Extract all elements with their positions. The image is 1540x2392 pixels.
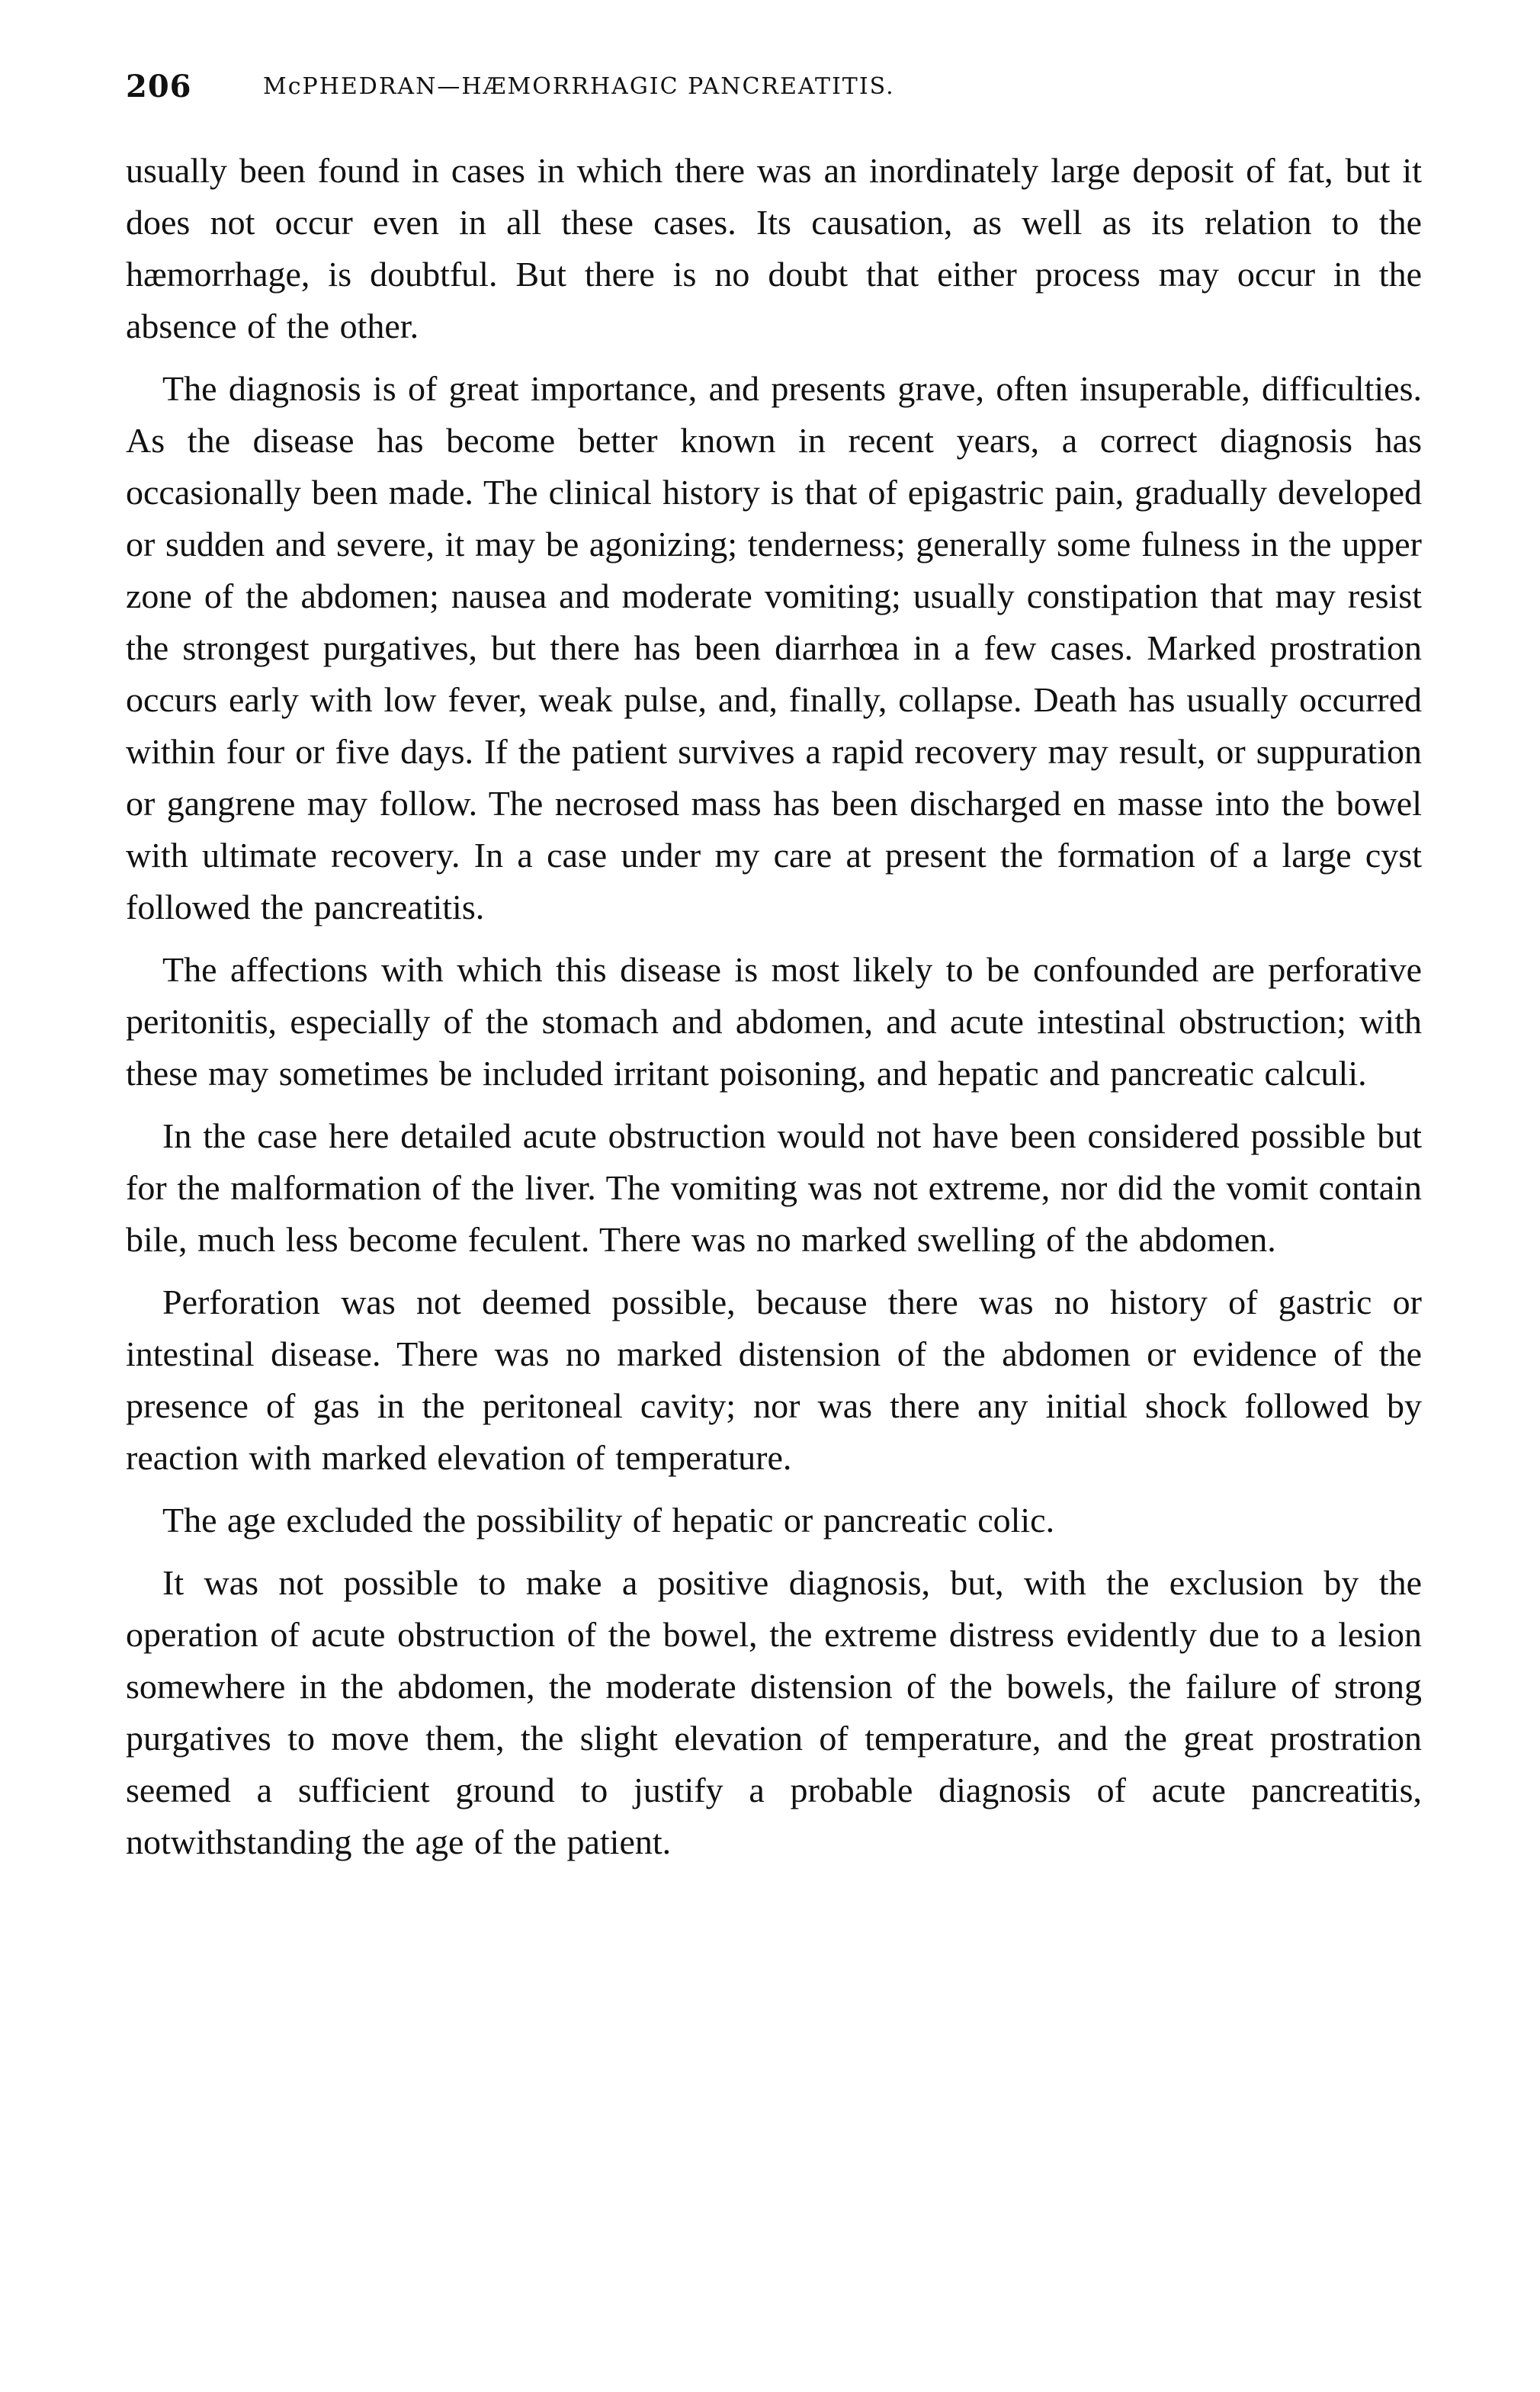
page-number: 206 [126,69,192,104]
text-body [126,145,1422,1868]
paragraph-diagnosis: The diagnosis is of great importance, and presents grave, often insuperable, difficulties. As the disease has become better known in recent years, a correct diagnosis has occasionally been made. The clinical history is that of epigastric pain, gradually developed or sudden and severe, it may be agonizing; tenderness; generally some fulness in the upper zone of the abdomen; nausea and moderate vomiting; usually constipation that may resist the strongest purgatives, but there has been diarrhœa in a few cases. Marked prostration occurs early with low fever, weak pulse, and, finally, collapse. Death has usually occurred within four or five days. If the patient survives a rapid recovery may result, or suppuration or gangrene may follow. The necrosed mass has been discharged en masse into the bowel with ultimate recovery. In a case under my care at present the formation of a large cyst followed the pancreatitis. [126,369,1422,926]
paragraph-conclusion: It was not possible to make a positive diagnosis, but, with the exclusion by the operation of acute obstruction of the bowel, the extreme distress evidently due to a lesion somewhere in the abdomen, the moderate distension of the bowels, the failure of strong purgatives to move them, the slight elevation of temperature, and the great prostration seemed a sufficient ground to justify a probable diagnosis of acute pancreatitis, notwithstanding the age of the patient. [126,1563,1422,1861]
paragraph-affections: The affections with which this disease is most likely to be confounded are perforative peritonitis, especially of the stomach and abdomen, and acute intestinal obstruction; with these may sometimes be included irritant poisoning, and hepatic and pancreatic calculi. [126,950,1422,1093]
paragraph-age: The age excluded the possibility of hepatic or pancreatic colic. [162,1501,1055,1540]
paragraph-perforation: Perforation was not deemed possible, because there was no history of gastric or intestinal disease. There was no marked distension of the abdomen or evidence of the presence of gas in the peritoneal cavity; nor was there any initial shock followed by reaction with marked elevation of temperature. [126,1283,1422,1477]
book-page [126,69,1422,1879]
running-title: McPHEDRAN—HÆMORRHAGIC PANCREATITIS. [263,73,895,100]
running-head [126,69,1422,114]
paragraph-case-detail: In the case here detailed acute obstruction would not have been considered possible but for the malformation of the liver. The vomiting was not extreme, nor did the vomit contain bile, much less become feculent. There was no marked swelling of the abdomen. [126,1116,1422,1259]
paragraph-continuation: usually been found in cases in which there was an inordinately large deposit of fat, but it does not occur even in all these cases. Its causation, as well as its relation to the hæmorrhage, is doubtful. But there is no doubt that either process may occur in the absence of the other. [126,151,1422,345]
